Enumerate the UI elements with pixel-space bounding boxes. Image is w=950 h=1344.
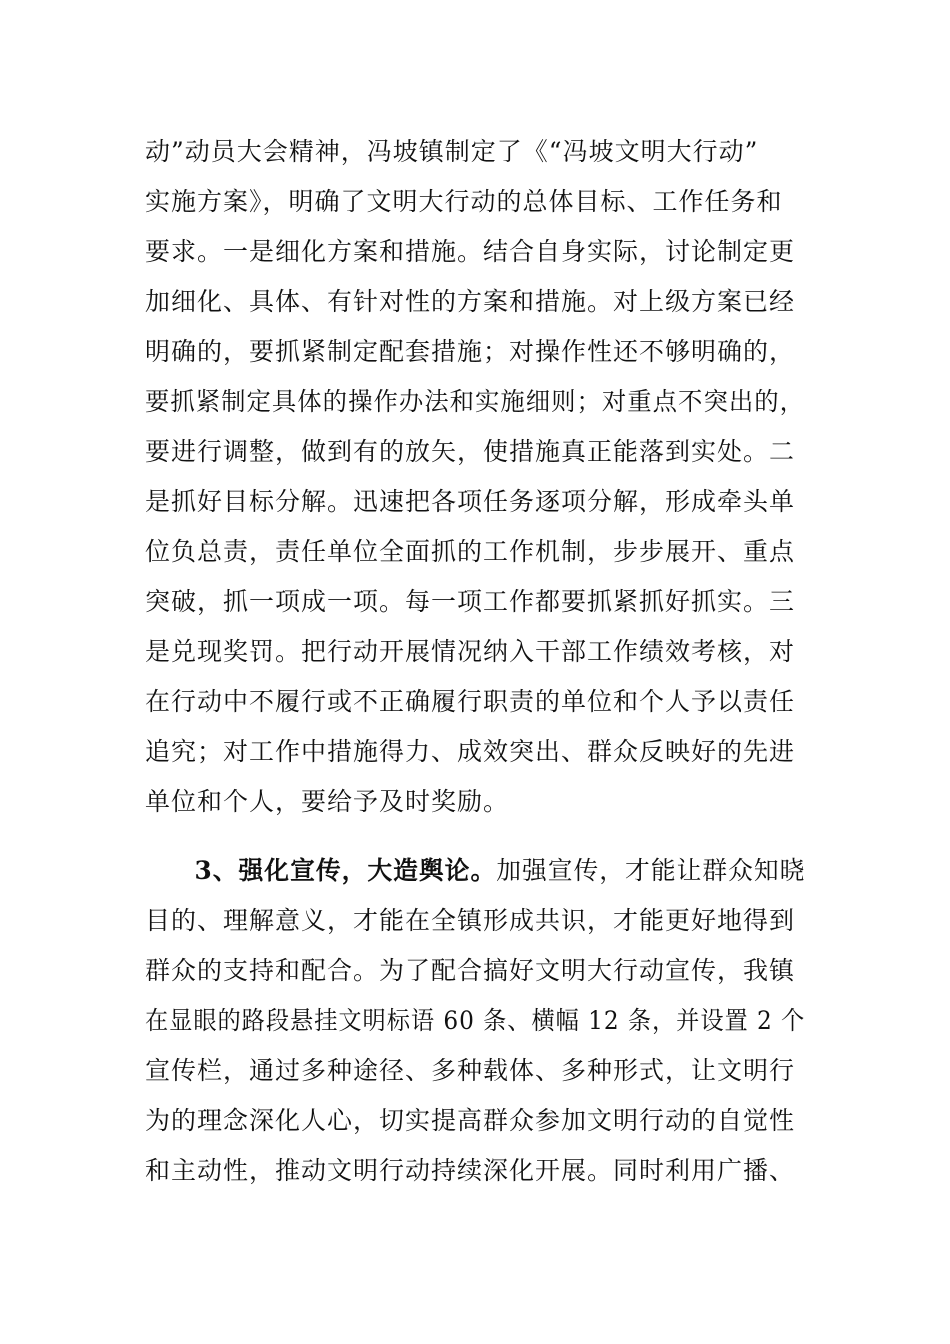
paragraph-line: 和主动性，推动文明行动持续深化开展。同时利用广播、: [145, 1156, 796, 1185]
paragraph-line: 实施方案》，明确了文明大行动的总体目标、工作任务和: [145, 187, 783, 216]
paragraph-line: 加细化、具体、有针对性的方案和措施。对上级方案已经: [145, 287, 796, 316]
paragraph-line: 在行动中不履行或不正确履行职责的单位和个人予以责任: [145, 687, 796, 716]
paragraph-line: 动”动员大会精神，冯坡镇制定了《“冯坡文明大行动”: [145, 137, 759, 166]
paragraph-line: 明确的，要抓紧制定配套措施；对操作性还不够明确的，: [145, 337, 796, 366]
paragraph-line: 要求。一是细化方案和措施。结合自身实际，讨论制定更: [145, 237, 796, 266]
paragraph-line: 是抓好目标分解。迅速把各项任务逐项分解，形成牵头单: [145, 487, 796, 516]
paragraph-line: 要抓紧制定具体的操作办法和实施细则；对重点不突出的，: [145, 387, 805, 416]
paragraph-first-line: [145, 846, 806, 896]
paragraph-line: 单位和个人，要给予及时奖励。: [145, 787, 510, 816]
paragraph-line: 突破，抓一项成一项。每一项工作都要抓紧抓好抓实。三: [145, 587, 796, 616]
paragraph-line: 为的理念深化人心，切实提高群众参加文明行动的自觉性: [145, 1106, 796, 1135]
paragraph-line: 群众的支持和配合。为了配合搞好文明大行动宣传，我镇: [145, 956, 796, 985]
paragraph-implementation-plan: [145, 127, 805, 827]
paragraph-line: 在显眼的路段悬挂文明标语 60 条、横幅 12 条，并设置 2 个: [145, 1006, 806, 1035]
paragraph-line: 目的、理解意义，才能在全镇形成共识，才能更好地得到: [145, 906, 796, 935]
section-heading: 3、强化宣传，大造舆论。: [194, 856, 497, 885]
heading-line-rest: 加强宣传，才能让群众知晓: [496, 856, 806, 885]
paragraph-line: 是兑现奖罚。把行动开展情况纳入干部工作绩效考核，对: [145, 637, 796, 666]
paragraph-line: 要进行调整，做到有的放矢，使措施真正能落到实处。二: [145, 437, 796, 466]
paragraph-publicity: [145, 846, 805, 1196]
paragraph-line: 位负总责，责任单位全面抓的工作机制，步步展开、重点: [145, 537, 796, 566]
paragraph-line: 宣传栏，通过多种途径、多种载体、多种形式，让文明行: [145, 1056, 796, 1085]
paragraph-line: 追究；对工作中措施得力、成效突出、群众反映好的先进: [145, 737, 796, 766]
